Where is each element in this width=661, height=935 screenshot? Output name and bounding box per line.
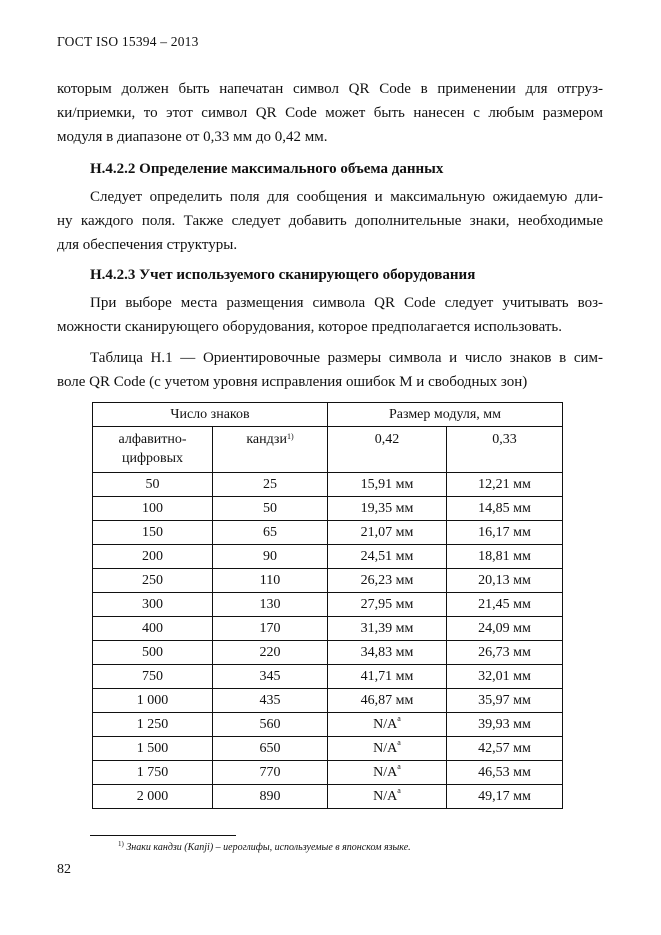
table-cell [213, 689, 328, 713]
table-caption-line-1: Таблица Н.1 — Ориентировочные размеры символа и число знаков в сим- [90, 350, 603, 366]
table-row [93, 689, 563, 713]
cell-value: 750 [142, 668, 163, 684]
table-cell [93, 785, 213, 809]
table-row [93, 737, 563, 761]
paragraph-3 [57, 291, 603, 339]
cell-value: 560 [259, 716, 281, 732]
header-alphanumeric-line-1: алфавитно- [118, 432, 187, 447]
cell-value: 46,87 мм [360, 692, 414, 708]
table-cell [213, 473, 328, 497]
header-module-042: 0,42 [328, 427, 447, 473]
table-cell [93, 521, 213, 545]
cell-value: 46,53 мм [478, 764, 531, 780]
cell-value: 25 [263, 476, 277, 492]
cell-value: 500 [142, 644, 163, 660]
table-cell [213, 665, 328, 689]
cell-value: 14,85 мм [478, 500, 531, 516]
cell-value: 200 [142, 548, 163, 564]
cell-value: 31,39 мм [360, 620, 414, 636]
cell-value: 650 [259, 740, 281, 756]
table-row [93, 785, 563, 809]
cell-value: 16,17 мм [478, 524, 531, 540]
table-cell [328, 617, 447, 641]
table-header-row-2 [93, 427, 563, 473]
paragraph-1-line-2: ки/приемки, то этот символ QR Code может быть нанесен с любым размером [57, 105, 603, 121]
table-cell [447, 521, 563, 545]
table-cell [93, 665, 213, 689]
table-cell [447, 785, 563, 809]
table-cell [93, 689, 213, 713]
cell-value: 42,57 мм [478, 740, 531, 756]
symbol-size-table [92, 402, 563, 809]
cell-value: 50 [145, 476, 160, 492]
cell-value: N/A [373, 716, 398, 732]
table-cell [328, 473, 447, 497]
table-cell [328, 737, 447, 761]
footnote-separator [90, 835, 236, 836]
cell-value: 34,83 мм [360, 644, 414, 660]
header-module-size: Размер модуля, мм [328, 403, 563, 427]
cell-value: 2 000 [136, 788, 169, 804]
cell-value: 65 [263, 524, 277, 540]
paragraph-1 [57, 77, 603, 149]
table-cell [447, 593, 563, 617]
paragraph-2-line-2: ну каждого поля. Также следует добавить дополнительные знаки, необходимые [57, 213, 603, 229]
section-heading-h422: Н.4.2.2 Определение максимального объема данных [90, 161, 444, 177]
table-cell [213, 545, 328, 569]
cell-value: 1 500 [136, 740, 169, 756]
header-kanji [213, 427, 328, 473]
table-row [93, 545, 563, 569]
cell-value: 110 [259, 572, 281, 588]
cell-value: 130 [259, 596, 281, 612]
table-cell [213, 617, 328, 641]
cell-value: 50 [263, 500, 277, 516]
cell-value: 150 [142, 524, 163, 540]
cell-value: 300 [142, 596, 163, 612]
table-cell [328, 785, 447, 809]
cell-value: 27,95 мм [360, 596, 414, 612]
table-cell [447, 497, 563, 521]
table-row [93, 569, 563, 593]
table-cell [93, 713, 213, 737]
cell-value: 400 [142, 620, 163, 636]
table-row [93, 593, 563, 617]
table-cell [213, 569, 328, 593]
cell-value: 26,23 мм [360, 572, 414, 588]
footnote-mark: 1) [118, 840, 124, 848]
cell-value: 20,13 мм [478, 572, 531, 588]
paragraph-3-line-2: можности сканирующего оборудования, которое предполагается использовать. [57, 319, 563, 335]
table-row [93, 521, 563, 545]
cell-value: 15,91 мм [360, 476, 414, 492]
table-cell [213, 497, 328, 521]
table-cell [93, 497, 213, 521]
header-character-count: Число знаков [93, 403, 328, 427]
table-cell [328, 521, 447, 545]
cell-value: 39,93 мм [478, 716, 531, 732]
table-cell [328, 761, 447, 785]
table-cell [447, 641, 563, 665]
cell-value: 26,73 мм [478, 644, 531, 660]
table-cell [447, 617, 563, 641]
table-cell [213, 593, 328, 617]
table-cell [328, 713, 447, 737]
table-cell [447, 761, 563, 785]
kanji-footnote-ref: 1) [286, 432, 294, 441]
na-footnote-ref: a [397, 785, 401, 795]
cell-value: 41,71 мм [360, 668, 414, 684]
table-cell [447, 569, 563, 593]
table-cell [447, 545, 563, 569]
cell-value: 100 [142, 500, 163, 516]
header-alphanumeric-line-2: цифровых [121, 451, 184, 466]
table-cell [447, 473, 563, 497]
cell-value: 21,45 мм [478, 596, 531, 612]
table-cell [213, 641, 328, 665]
cell-value: N/A [373, 740, 398, 756]
table-cell [328, 569, 447, 593]
running-header: ГОСТ ISO 15394 – 2013 [57, 34, 199, 49]
paragraph-3-line-1: При выборе места размещения символа QR Code следует учитывать воз- [90, 295, 603, 311]
cell-value: N/A [373, 788, 398, 804]
cell-value: 32,01 мм [478, 668, 531, 684]
paragraph-2-line-1: Следует определить поля для сообщения и максимальную ожидаемую дли- [90, 189, 603, 205]
cell-value: 49,17 мм [478, 788, 531, 804]
table-cell [93, 569, 213, 593]
cell-value: 19,35 мм [360, 500, 414, 516]
table-cell [213, 521, 328, 545]
cell-value: 21,07 мм [360, 524, 414, 540]
table-cell [447, 689, 563, 713]
paragraph-1-line-3: модуля в диапазоне от 0,33 мм до 0,42 мм. [57, 129, 328, 145]
cell-value: N/A [373, 764, 398, 780]
table-cell [93, 473, 213, 497]
na-footnote-ref: a [397, 713, 401, 723]
cell-value: 890 [259, 788, 281, 804]
cell-value: 18,81 мм [478, 548, 531, 564]
table-cell [328, 497, 447, 521]
table-cell [328, 593, 447, 617]
header-kanji-label: кандзи [246, 432, 287, 447]
cell-value: 1 000 [136, 692, 169, 708]
cell-value: 24,51 мм [360, 548, 414, 564]
footnote [118, 842, 411, 853]
table-cell [93, 593, 213, 617]
table-cell [93, 617, 213, 641]
table-row [93, 473, 563, 497]
table-cell [447, 665, 563, 689]
cell-value: 12,21 мм [478, 476, 531, 492]
table-cell [93, 737, 213, 761]
cell-value: 770 [259, 764, 281, 780]
table-row [93, 641, 563, 665]
table-cell [447, 713, 563, 737]
table-cell [328, 665, 447, 689]
footnote-text: Знаки кандзи (Kanji) – иероглифы, используемые в японском языке. [126, 842, 411, 853]
section-heading-h423: Н.4.2.3 Учет используемого сканирующего оборудования [90, 267, 476, 283]
table-cell [93, 545, 213, 569]
cell-value: 435 [259, 692, 281, 708]
table-cell [328, 689, 447, 713]
table-caption-line-2: воле QR Code (с учетом уровня исправления ошибок М и свободных зон) [57, 374, 528, 390]
cell-value: 170 [259, 620, 281, 636]
table-row [93, 761, 563, 785]
table-cell [213, 737, 328, 761]
table-row [93, 617, 563, 641]
table-cell [213, 785, 328, 809]
table-row [93, 665, 563, 689]
paragraph-2 [57, 185, 603, 257]
table-cell [328, 545, 447, 569]
table-caption [57, 346, 603, 394]
table-header-row-1 [93, 403, 563, 427]
paragraph-1-line-1: которым должен быть напечатан символ QR Code в применении для отгруз- [57, 81, 603, 97]
cell-value: 90 [263, 548, 277, 564]
table-cell [93, 761, 213, 785]
header-module-033: 0,33 [447, 427, 563, 473]
na-footnote-ref: a [397, 761, 401, 771]
header-alphanumeric [93, 427, 213, 473]
cell-value: 345 [259, 668, 281, 684]
cell-value: 1 250 [136, 716, 169, 732]
cell-value: 250 [142, 572, 163, 588]
table-cell [328, 641, 447, 665]
na-footnote-ref: a [397, 737, 401, 747]
table-row [93, 713, 563, 737]
table-cell [447, 737, 563, 761]
cell-value: 24,09 мм [478, 620, 531, 636]
page-number: 82 [57, 862, 71, 877]
table-cell [213, 761, 328, 785]
paragraph-2-line-3: для обеспечения структуры. [57, 237, 238, 253]
table-cell [213, 713, 328, 737]
cell-value: 1 750 [136, 764, 169, 780]
table-row [93, 497, 563, 521]
table-cell [93, 641, 213, 665]
cell-value: 35,97 мм [478, 692, 531, 708]
cell-value: 220 [259, 644, 281, 660]
